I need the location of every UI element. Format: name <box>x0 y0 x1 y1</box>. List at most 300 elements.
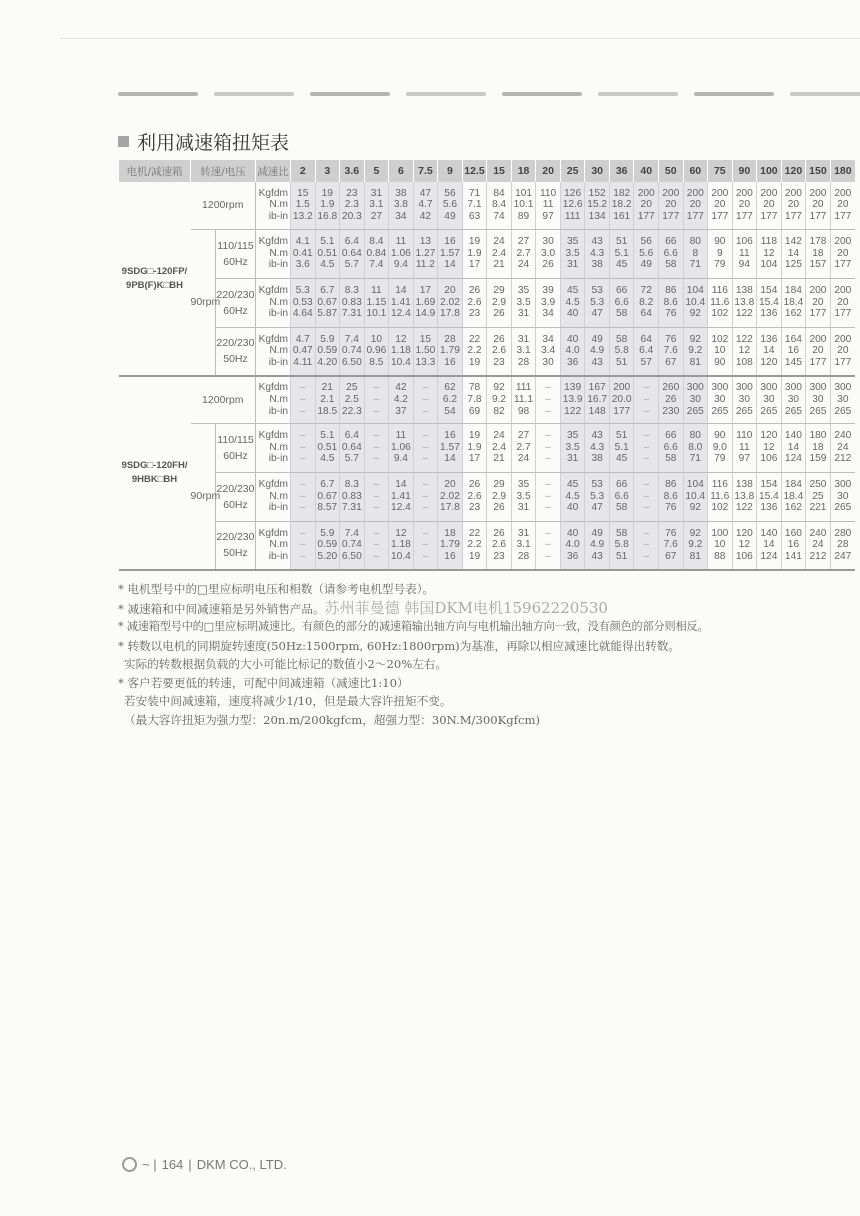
torque-value-nm: 3.0 <box>541 247 556 259</box>
torque-value-nm: 14 <box>787 247 800 259</box>
torque-cell <box>658 472 683 521</box>
torque-cell <box>536 521 561 570</box>
table-row <box>119 423 856 472</box>
torque-cell <box>757 229 782 278</box>
torque-value-nm: 2.9 <box>491 296 507 308</box>
torque-value-nm: 6.4 <box>639 345 654 357</box>
torque-value-ibin: 14 <box>444 453 456 465</box>
torque-value-ibin: 36 <box>566 551 579 563</box>
torque-value-ibin: 120 <box>760 357 778 369</box>
unit-label: Kgfdm <box>258 430 289 442</box>
torque-value-ibin: 97 <box>738 453 751 465</box>
torque-cell <box>757 472 782 521</box>
torque-value-ibin: 7.31 <box>341 308 362 320</box>
torque-cell <box>634 278 659 327</box>
torque-cell <box>781 229 806 278</box>
torque-cell <box>757 278 782 327</box>
torque-value-nm: 0.51 <box>317 247 338 259</box>
torque-cell <box>340 472 365 521</box>
torque-value-ibin: 63 <box>468 211 481 223</box>
torque-cell <box>462 327 487 376</box>
torque-value-nm: 20 <box>837 296 849 308</box>
torque-cell <box>315 376 340 423</box>
torque-value-nm: 5.1 <box>614 441 629 453</box>
torque-value-kgf: 142 <box>784 236 802 248</box>
torque-value-nm: 5.1 <box>614 247 629 259</box>
torque-value-ibin: 45 <box>616 453 628 465</box>
torque-value-kgf: – <box>373 527 380 539</box>
torque-value-ibin: 34 <box>395 211 407 223</box>
torque-cell <box>830 327 855 376</box>
torque-cell <box>315 423 340 472</box>
torque-value-kgf: 26 <box>468 479 481 491</box>
torque-value-kgf: – <box>643 527 650 539</box>
torque-value-nm: 5.6 <box>442 199 458 211</box>
torque-value-ibin: – <box>299 502 306 514</box>
torque-value-kgf: 72 <box>640 285 652 297</box>
torque-value-nm: 11 <box>542 199 554 211</box>
torque-value-kgf: 116 <box>711 479 728 491</box>
torque-value-kgf: 34 <box>542 333 554 345</box>
unit-label: ib-in <box>268 453 289 465</box>
torque-value-ibin: 16 <box>444 551 456 563</box>
unit-cell <box>256 423 291 472</box>
unit-label: Kgfdm <box>258 333 289 345</box>
torque-value-kgf: 92 <box>689 333 701 345</box>
torque-cell <box>560 472 585 521</box>
torque-value-ibin: 27 <box>370 211 383 223</box>
torque-value-ibin: 122 <box>735 308 753 320</box>
torque-value-nm: 2.6 <box>491 539 507 551</box>
torque-value-ibin: 102 <box>711 502 729 514</box>
torque-value-nm: 30 <box>837 393 849 405</box>
torque-value-nm: 1.57 <box>440 247 460 259</box>
torque-value-kgf: 160 <box>784 527 802 539</box>
torque-value-ibin: 6.50 <box>341 357 362 369</box>
torque-cell <box>340 278 365 327</box>
torque-cell <box>658 376 683 423</box>
torque-value-nm: 20 <box>763 199 775 211</box>
unit-label: Kgfdm <box>258 479 289 491</box>
torque-value-ibin: 124 <box>784 453 802 465</box>
torque-value-nm: 20 <box>787 199 800 211</box>
torque-value-kgf: 300 <box>834 479 852 491</box>
torque-value-nm: 2.7 <box>516 441 531 453</box>
torque-cell <box>757 376 782 423</box>
torque-value-ibin: 18.5 <box>317 405 338 417</box>
torque-value-nm: – <box>299 490 306 502</box>
torque-value-kgf: 8.3 <box>344 285 359 297</box>
torque-value-ibin: 38 <box>591 453 603 465</box>
torque-value-nm: 25 <box>812 490 824 502</box>
torque-cell <box>708 229 733 278</box>
ratio-header: 75 <box>708 160 733 182</box>
torque-value-ibin: – <box>422 551 429 563</box>
torque-value-nm: 2.4 <box>491 247 507 259</box>
torque-value-ibin: 10.4 <box>390 551 411 563</box>
torque-value-kgf: 11 <box>371 285 382 297</box>
torque-value-ibin: 38 <box>591 259 603 271</box>
torque-value-nm: 6.6 <box>663 441 678 453</box>
torque-value-kgf: 42 <box>395 382 407 394</box>
table-row <box>119 376 856 423</box>
torque-value-kgf: 120 <box>735 527 753 539</box>
torque-value-kgf: 35 <box>517 285 530 297</box>
torque-cell <box>609 182 634 229</box>
torque-cell <box>487 327 512 376</box>
torque-value-ibin: 26 <box>493 308 505 320</box>
torque-value-ibin: 122 <box>564 405 582 417</box>
voltage-line: 220/230 <box>216 337 255 350</box>
torque-value-kgf: 30 <box>542 236 554 248</box>
torque-value-ibin: 12.4 <box>390 308 411 320</box>
torque-value-nm: 30 <box>714 393 726 405</box>
note-4-continued: 实际的转数根据负载的大小可能比标记的数值小2～20%左右。 <box>124 657 447 671</box>
torque-cell <box>708 182 733 229</box>
torque-value-ibin: 125 <box>784 259 802 271</box>
section-title <box>118 128 289 155</box>
torque-value-nm: – <box>643 490 650 502</box>
table-header-row <box>119 160 856 182</box>
torque-value-kgf: 14 <box>395 285 407 297</box>
torque-value-nm: 2.5 <box>344 393 359 405</box>
torque-value-ibin: 177 <box>613 405 631 417</box>
torque-value-ibin: 81 <box>689 357 701 369</box>
torque-value-nm: 20 <box>812 296 824 308</box>
torque-value-ibin: 102 <box>711 308 729 320</box>
torque-value-kgf: 110 <box>539 187 557 199</box>
torque-value-nm: 8.6 <box>663 296 678 308</box>
torque-cell <box>781 423 806 472</box>
torque-cell <box>732 182 757 229</box>
torque-value-ibin: 11.2 <box>415 259 435 271</box>
torque-value-nm: 7.8 <box>467 393 482 405</box>
torque-value-kgf: 29 <box>493 285 505 297</box>
torque-value-kgf: 300 <box>686 382 704 394</box>
torque-value-nm: 24 <box>812 539 824 551</box>
torque-value-nm: 18.4 <box>783 296 804 308</box>
torque-cell <box>487 229 512 278</box>
torque-value-kgf: 280 <box>834 527 852 539</box>
torque-value-nm: 3.5 <box>565 441 580 453</box>
torque-value-nm: 5.3 <box>590 296 605 308</box>
torque-value-ibin: – <box>643 502 650 514</box>
torque-value-kgf: 200 <box>834 285 852 297</box>
torque-value-kgf: 178 <box>809 236 827 248</box>
torque-value-kgf: 43 <box>591 430 603 442</box>
torque-value-nm: 4.9 <box>590 539 605 551</box>
torque-value-kgf: 27 <box>517 236 530 248</box>
torque-value-kgf: 14 <box>395 479 407 491</box>
unit-label: Kgfdm <box>258 285 289 297</box>
torque-value-ibin: 54 <box>444 405 456 417</box>
torque-value-nm: 0.83 <box>341 296 362 308</box>
torque-value-nm: 2.4 <box>491 441 507 453</box>
torque-value-ibin: 162 <box>784 308 802 320</box>
torque-value-kgf: 200 <box>834 333 852 345</box>
torque-value-kgf: – <box>299 382 306 394</box>
torque-value-ibin: 81 <box>689 551 701 563</box>
voltage-line: 220/230 <box>216 288 255 301</box>
torque-value-ibin: 17.8 <box>440 308 460 320</box>
torque-cell <box>438 472 463 521</box>
torque-value-kgf: 154 <box>760 285 778 297</box>
torque-cell <box>806 423 831 472</box>
torque-value-ibin: 177 <box>809 308 827 320</box>
torque-value-ibin: 69 <box>468 405 481 417</box>
torque-value-ibin: 177 <box>809 211 827 223</box>
torque-cell <box>806 278 831 327</box>
torque-cell <box>291 229 316 278</box>
torque-value-nm: 0.67 <box>317 490 338 502</box>
torque-cell <box>560 229 585 278</box>
company-logo-icon <box>122 1157 137 1172</box>
torque-value-nm: 0.47 <box>292 345 313 357</box>
torque-value-kgf: 53 <box>591 479 603 491</box>
torque-value-nm: – <box>299 441 306 453</box>
unit-label: ib-in <box>268 211 289 223</box>
torque-value-nm: 5.8 <box>614 345 629 357</box>
torque-value-nm: 11 <box>739 247 750 259</box>
torque-value-nm: 18.4 <box>783 490 804 502</box>
torque-value-kgf: 200 <box>809 187 827 199</box>
unit-label: N.m <box>269 296 289 308</box>
torque-value-nm: 10.4 <box>685 490 706 502</box>
unit-cell <box>256 472 291 521</box>
torque-value-nm: – <box>422 539 429 551</box>
torque-value-ibin: 5.20 <box>317 551 338 563</box>
torque-value-ibin: 58 <box>665 259 677 271</box>
torque-cell <box>830 182 855 229</box>
torque-value-kgf: 90 <box>714 430 726 442</box>
torque-cell <box>291 472 316 521</box>
torque-value-ibin: 43 <box>591 357 603 369</box>
torque-value-ibin: 82 <box>493 405 505 417</box>
torque-value-kgf: 18 <box>444 527 456 539</box>
torque-value-kgf: 140 <box>784 430 802 442</box>
torque-value-ibin: 24 <box>517 259 530 271</box>
torque-value-ibin: 28 <box>517 551 530 563</box>
torque-value-nm: 20 <box>812 199 824 211</box>
torque-cell <box>585 521 610 570</box>
torque-value-nm: 20 <box>837 345 849 357</box>
torque-value-kgf: 120 <box>760 430 778 442</box>
torque-cell <box>389 472 414 521</box>
torque-value-nm: 30 <box>738 393 751 405</box>
torque-value-kgf: 24 <box>493 430 505 442</box>
torque-value-ibin: 265 <box>834 405 852 417</box>
torque-value-kgf: – <box>299 527 306 539</box>
torque-cell <box>781 472 806 521</box>
torque-value-kgf: 200 <box>637 187 655 199</box>
torque-cell <box>462 182 487 229</box>
torque-value-kgf: 71 <box>468 187 481 199</box>
torque-value-kgf: 35 <box>566 430 579 442</box>
torque-value-kgf: 118 <box>760 236 777 248</box>
torque-value-ibin: 106 <box>735 551 753 563</box>
torque-value-kgf: 154 <box>760 479 778 491</box>
torque-value-ibin: 9.4 <box>393 259 408 271</box>
torque-cell <box>511 327 536 376</box>
torque-value-ibin: 177 <box>711 211 729 223</box>
torque-value-nm: 0.59 <box>317 345 338 357</box>
torque-cell <box>732 278 757 327</box>
torque-value-ibin: – <box>422 502 429 514</box>
torque-value-kgf: 49 <box>591 333 603 345</box>
torque-value-ibin: 76 <box>665 502 677 514</box>
torque-value-ibin: 177 <box>834 308 852 320</box>
torque-value-kgf: 300 <box>834 382 852 394</box>
torque-cell <box>462 472 487 521</box>
torque-cell <box>757 521 782 570</box>
torque-cell <box>830 278 855 327</box>
torque-value-kgf: 104 <box>686 479 704 491</box>
torque-cell <box>413 229 438 278</box>
torque-value-kgf: 106 <box>735 236 753 248</box>
torque-value-kgf: 38 <box>395 187 407 199</box>
torque-value-nm: 20 <box>812 345 824 357</box>
torque-value-ibin: 16.8 <box>317 211 338 223</box>
torque-value-kgf: 76 <box>665 333 677 345</box>
torque-cell <box>732 327 757 376</box>
torque-cell <box>462 423 487 472</box>
torque-value-nm: – <box>545 539 551 551</box>
torque-value-kgf: 300 <box>760 382 778 394</box>
torque-value-ibin: 58 <box>616 308 628 320</box>
torque-value-ibin: 13.2 <box>292 211 313 223</box>
torque-value-nm: 13.8 <box>734 490 755 502</box>
torque-value-nm: 10 <box>714 539 726 551</box>
torque-cell <box>536 472 561 521</box>
voltage-cell <box>216 472 256 521</box>
torque-value-kgf: – <box>643 382 650 394</box>
torque-cell <box>634 182 659 229</box>
torque-cell <box>560 521 585 570</box>
torque-cell <box>462 521 487 570</box>
torque-cell <box>609 521 634 570</box>
torque-value-kgf: 5.1 <box>320 430 335 442</box>
torque-cell <box>560 278 585 327</box>
torque-value-ibin: 22.3 <box>341 405 362 417</box>
torque-value-ibin: – <box>299 551 306 563</box>
torque-value-kgf: 40 <box>566 527 579 539</box>
torque-value-nm: 0.59 <box>317 539 338 551</box>
torque-value-ibin: 5.7 <box>344 453 359 465</box>
note-5-max-torque: （最大容许扭矩为强力型：20n.m/200kgfcm，超强力型：30N.M/300Kgfcm) <box>124 712 540 727</box>
torque-value-nm: 2.2 <box>467 345 482 357</box>
ratio-header: 18 <box>511 160 536 182</box>
torque-value-kgf: 200 <box>613 382 631 394</box>
torque-cell <box>340 521 365 570</box>
torque-cell <box>658 182 683 229</box>
torque-cell <box>364 472 389 521</box>
torque-value-ibin: 5.7 <box>344 259 359 271</box>
torque-value-kgf: – <box>545 479 551 491</box>
torque-value-nm: 1.50 <box>415 345 436 357</box>
torque-value-kgf: 92 <box>689 527 701 539</box>
torque-value-ibin: – <box>545 453 551 465</box>
torque-value-kgf: 66 <box>616 479 628 491</box>
torque-cell <box>585 472 610 521</box>
unit-cell <box>256 376 291 423</box>
torque-cell <box>585 182 610 229</box>
torque-cell <box>315 327 340 376</box>
torque-value-ibin: 23 <box>493 551 505 563</box>
torque-value-kgf: 184 <box>784 285 802 297</box>
torque-value-ibin: 177 <box>735 211 753 223</box>
torque-value-kgf: – <box>545 430 551 442</box>
torque-cell <box>830 472 855 521</box>
torque-value-nm: 12 <box>738 539 751 551</box>
torque-value-kgf: 300 <box>735 382 753 394</box>
torque-value-kgf: 5.9 <box>320 333 335 345</box>
torque-cell <box>389 182 414 229</box>
torque-value-ibin: 221 <box>809 502 827 514</box>
torque-value-kgf: 43 <box>591 236 603 248</box>
torque-value-nm: 24 <box>837 441 849 453</box>
torque-value-nm: 1.79 <box>440 539 460 551</box>
torque-value-nm: 15.2 <box>587 199 608 211</box>
torque-cell <box>806 521 831 570</box>
torque-value-ibin: 30 <box>542 357 554 369</box>
torque-cell <box>658 423 683 472</box>
ratio-header: 6 <box>389 160 414 182</box>
torque-value-kgf: 76 <box>665 527 677 539</box>
torque-value-nm: 0.41 <box>292 247 313 259</box>
ratio-header: 3.6 <box>340 160 365 182</box>
unit-label: N.m <box>269 441 289 453</box>
torque-value-nm: 14 <box>763 345 775 357</box>
ratio-header: 50 <box>658 160 683 182</box>
torque-value-nm: 1.06 <box>390 441 411 453</box>
torque-value-kgf: 200 <box>735 187 753 199</box>
torque-value-nm: 4.5 <box>565 490 580 502</box>
torque-value-nm: 11 <box>739 441 750 453</box>
torque-value-kgf: 200 <box>834 236 852 248</box>
torque-value-ibin: 19 <box>468 357 481 369</box>
torque-value-kgf: 138 <box>735 285 753 297</box>
torque-value-kgf: 80 <box>689 430 701 442</box>
torque-cell <box>634 521 659 570</box>
torque-value-nm: 2.1 <box>320 393 335 405</box>
torque-cell <box>413 278 438 327</box>
torque-cell <box>732 472 757 521</box>
torque-cell <box>511 376 536 423</box>
torque-value-ibin: 37 <box>395 405 407 417</box>
voltage-cell <box>216 521 256 570</box>
torque-value-ibin: 7.31 <box>341 502 362 514</box>
torque-value-ibin: 5.87 <box>317 308 338 320</box>
torque-cell <box>609 423 634 472</box>
torque-value-ibin: 79 <box>714 453 726 465</box>
torque-value-ibin: 12.4 <box>390 502 411 514</box>
torque-value-nm: 1.69 <box>415 296 436 308</box>
voltage-line: 60Hz <box>223 255 248 268</box>
torque-value-ibin: 21 <box>493 453 505 465</box>
torque-value-nm: 11.6 <box>710 296 730 308</box>
torque-value-kgf: 66 <box>616 285 628 297</box>
torque-value-ibin: 31 <box>566 453 579 465</box>
torque-value-kgf: 64 <box>640 333 652 345</box>
torque-value-ibin: 177 <box>784 211 802 223</box>
torque-value-ibin: 17 <box>468 259 481 271</box>
torque-value-nm: – <box>545 490 551 502</box>
torque-value-kgf: 100 <box>711 527 729 539</box>
torque-value-ibin: 79 <box>714 259 726 271</box>
torque-value-kgf: 167 <box>588 382 606 394</box>
torque-value-kgf: 23 <box>346 187 358 199</box>
torque-value-nm: 2.02 <box>440 296 460 308</box>
